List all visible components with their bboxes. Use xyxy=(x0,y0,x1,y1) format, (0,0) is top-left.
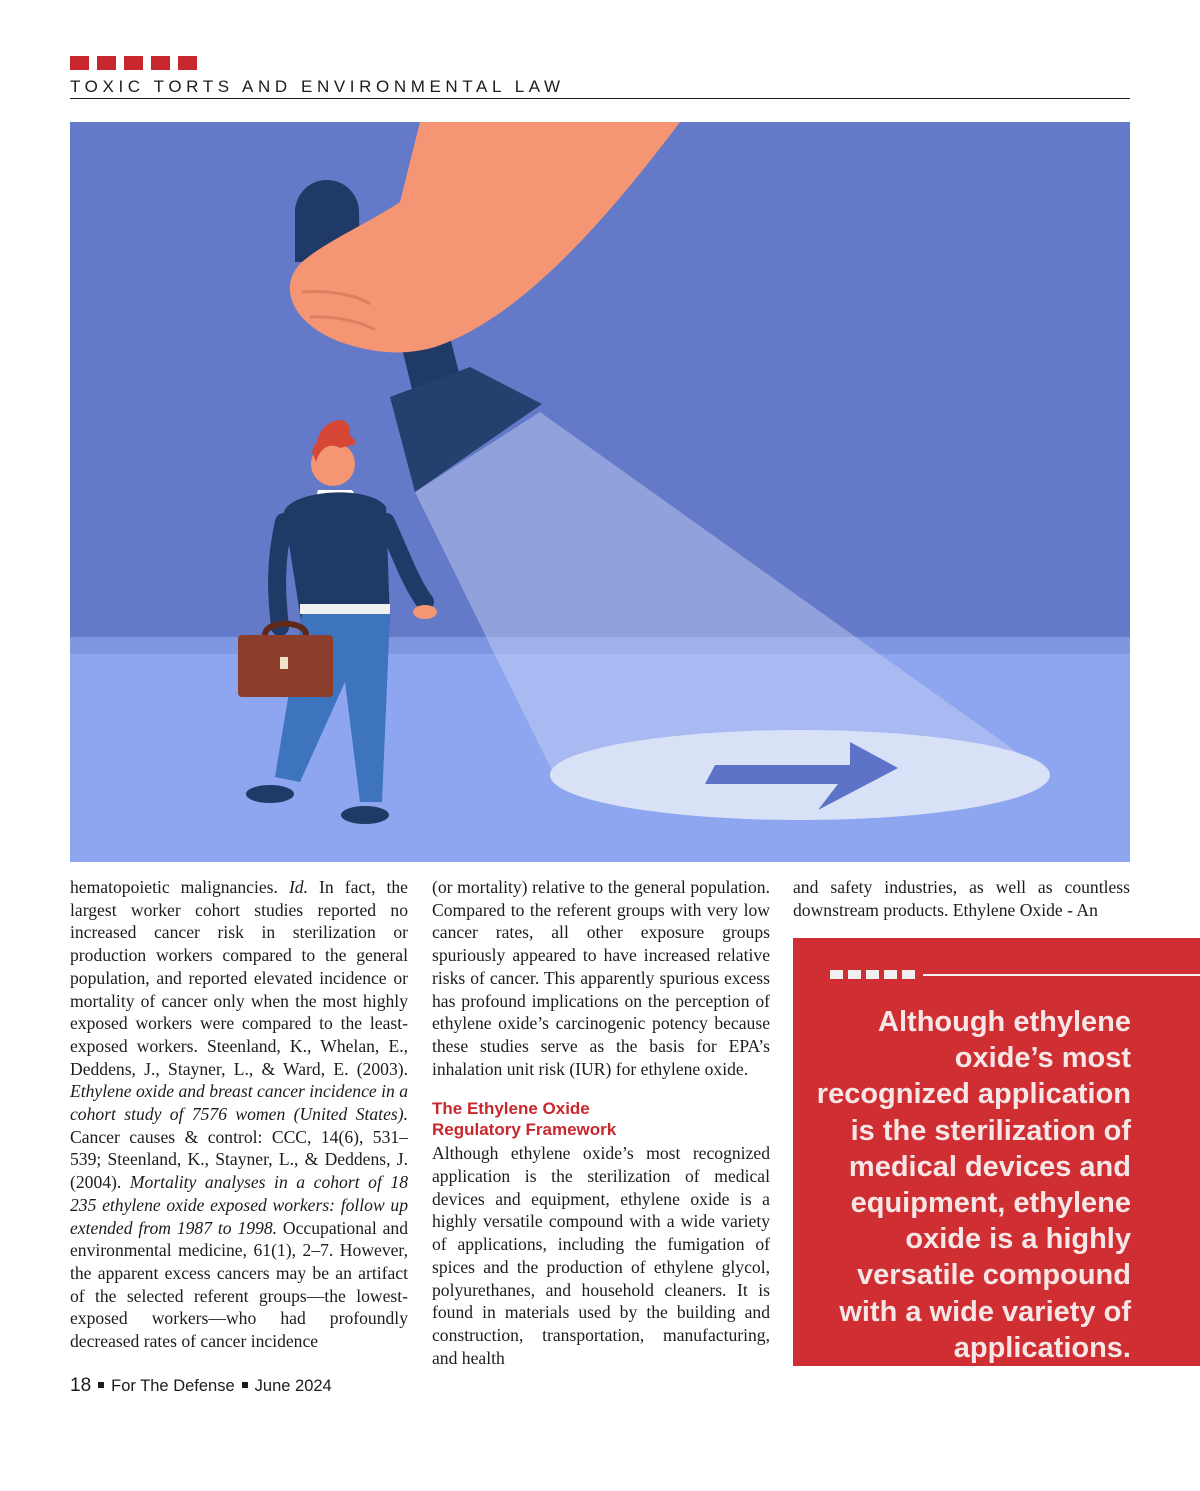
publication-name: For The Defense xyxy=(111,1377,235,1395)
section-subheading: The Ethylene Oxide Regulatory Framework xyxy=(432,1099,617,1140)
pullquote-ornament xyxy=(830,970,915,979)
page-footer xyxy=(70,1375,332,1397)
body-column-1: hematopoietic malignancies. Id. In fact, the largest worker cohort studies reported no increased cancer risk in sterilization or production workers compared to the general population, and reported elevated incidence or mortality of cancer only when the most highly exposed workers were compared to the least-exposed workers. Steenland, K., Whelan, E., Deddens, J., Stayner, L., & Ward, E. (2003). Ethylene oxide and breast cancer incidence in a cohort study of 7576 women (United States). Cancer causes & control: CCC, 14(6), 531–539; Steenland, K., Stayner, L., & Deddens, J. (2004). Mortality analyses in a cohort of 18 235 ethylene oxide exposed workers: follow up extended from 1987 to 1998. Occupational and environmental medicine, 61(1), 2–7. However, the apparent excess cancers may be an artifact of the selected referent groups—the lowest-exposed workers—who had profoundly decreased rates of cancer incidence xyxy=(70,877,408,1352)
flashlight-illustration xyxy=(70,122,1130,862)
footer-separator xyxy=(98,1382,104,1388)
header-ornament xyxy=(70,56,197,70)
pullquote-rule xyxy=(923,974,1200,976)
header-rule xyxy=(70,98,1130,99)
section-title: TOXIC TORTS AND ENVIRONMENTAL LAW xyxy=(70,77,565,96)
issue-date: June 2024 xyxy=(254,1377,332,1395)
body-paragraph: Although ethylene oxide’s most recognized application is the sterilization of medical devices and equipment, ethylene oxide is a highly versatile compound with a wide variety of applications, including the fumigation of spices and the production of ethylene glycol, polyurethanes, and household cleaners. It is found in materials used by the building and construction, transportation, manufacturing, and health xyxy=(432,1143,770,1368)
pull-quote xyxy=(793,938,1200,1366)
page-number: 18 xyxy=(70,1375,92,1396)
body-paragraph: and safety industries, as well as countless downstream products. Ethylene Oxide - An xyxy=(793,877,1130,920)
footer-separator xyxy=(242,1382,248,1388)
pullquote-text: Although ethylene oxide’s most recognized application is the sterilization of medical devices and equipment, ethylene oxide is a highly versatile compound with a wide variety of applications. xyxy=(816,1006,1131,1364)
body-column-3 xyxy=(793,876,1130,921)
body-column-2 xyxy=(432,876,770,1369)
body-paragraph: (or mortality) relative to the general population. Compared to the referent groups with very low cancer rates, all other exposure groups spuriously appeared to have increased relative risks of cancer. This apparently spurious excess has profound implications on the perception of ethylene oxide’s carcinogenic potency because these studies serve as the basis for EPA’s inhalation unit risk (IUR) for ethylene oxide. xyxy=(432,877,770,1079)
